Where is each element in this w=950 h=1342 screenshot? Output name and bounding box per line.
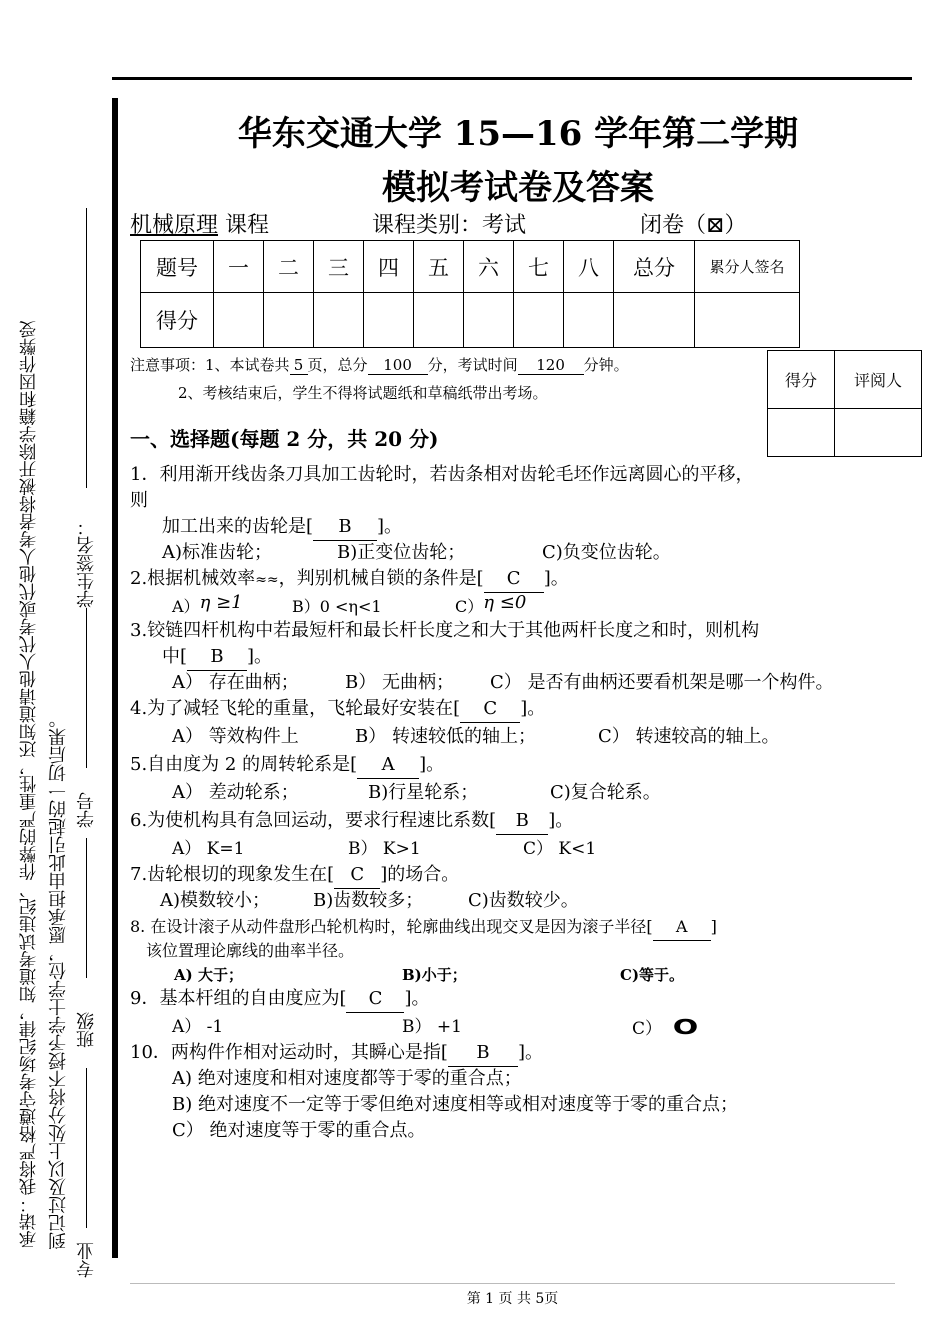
grade-score-label: 得分 [768, 351, 835, 409]
class-label: 班级 [76, 1012, 97, 1048]
signature-label: 学生签名： [76, 518, 97, 608]
option-c: C)负变位齿轮。 [542, 542, 671, 563]
question-6: 6.为使机构具有急回运动，要求行程速比系数[ B ]。 [130, 808, 573, 835]
score-table [140, 240, 800, 348]
score-cell[interactable] [464, 293, 514, 348]
answer-4[interactable]: C [460, 696, 520, 723]
class-field-line[interactable] [86, 838, 87, 978]
major-field-line[interactable] [86, 1068, 87, 1228]
option-a: A） 差动轮系； [172, 782, 299, 803]
score-row-label: 得分 [141, 293, 214, 348]
option-a: A） -1 [172, 1017, 224, 1037]
closed-book-checkbox[interactable]: ⊠ [706, 213, 725, 238]
score-cell[interactable] [695, 293, 800, 348]
option-a: A） K=1 [172, 839, 245, 859]
option-c: C） 转速较高的轴上。 [598, 726, 780, 747]
closed-book-label: 闭卷（ [640, 213, 707, 238]
option-b: B)齿数较多； [313, 890, 424, 911]
question-1-cont: 则 [130, 490, 148, 511]
score-cell[interactable] [314, 293, 364, 348]
score-cell[interactable] [214, 293, 264, 348]
answer-6[interactable]: B [496, 808, 548, 835]
notice-time: 120 [518, 356, 584, 375]
pledge-text-col2: 到记过及以上处分将不授予学士学位，愿承担由此引起的一切后果。 [48, 710, 69, 1250]
option-a: A） 等效构件上 [172, 726, 299, 747]
option-c: C)复合轮系。 [550, 782, 661, 803]
score-header-cell: 题号 [141, 241, 214, 293]
course-suffix: 课程 [218, 213, 270, 238]
course-name: 机械原理 [130, 213, 219, 238]
answer-7[interactable]: C [334, 862, 380, 889]
question-5: 5.自由度为 2 的周转轮系是[ A ]。 [130, 752, 444, 779]
question-8: 8. 在设计滚子从动件盘形凸轮机构时，轮廓曲线出现交叉是因为滚子半径[ A ] [130, 914, 717, 941]
score-header-cell: 六 [464, 241, 514, 293]
notice-pages: 5 [290, 356, 308, 375]
score-header-cell: 总分 [614, 241, 695, 293]
binding-bar [112, 98, 118, 1258]
notice-total: 100 [368, 356, 428, 375]
question-8-cont: 该位置理论廓线的曲率半径。 [146, 941, 355, 960]
answer-9[interactable]: C [346, 986, 404, 1013]
exam-title: 华东交通大学 15—16 学年第二学期 [237, 114, 799, 154]
option-c: C） O [632, 1015, 699, 1039]
score-cell[interactable] [614, 293, 695, 348]
option-c: C） 绝对速度等于零的重合点。 [172, 1120, 426, 1141]
option-a: A)模数较小； [160, 890, 271, 911]
option-a: A） 存在曲柄； [172, 672, 299, 693]
signature-field-line[interactable] [86, 208, 87, 488]
student-id-field-line[interactable] [86, 608, 87, 768]
student-id-label: 学号 [76, 792, 97, 828]
course-category: 课程类别：考试 [372, 213, 527, 238]
answer-10[interactable]: B [448, 1040, 518, 1067]
exam-subtitle: 模拟考试卷及答案 [382, 168, 654, 208]
option-a: A) 绝对速度和相对速度都等于零的重合点； [172, 1068, 522, 1089]
score-header-cell: 八 [564, 241, 614, 293]
question-1-stem: 加工出来的齿轮是[ B ]。 [162, 514, 402, 541]
score-header-cell: 三 [314, 241, 364, 293]
question-10: 10．两构件作相对运动时，其瞬心是指[ B ]。 [130, 1040, 543, 1067]
option-c: C)等于。 [620, 966, 685, 984]
score-cell[interactable] [514, 293, 564, 348]
section-heading: 一、选择题(每题 2 分，共 20 分) [130, 427, 439, 451]
option-b: B） K>1 [348, 839, 421, 859]
score-cell[interactable] [564, 293, 614, 348]
notice-text: 注意事项：1、本试卷共 [130, 356, 290, 374]
option-c: C） K<1 [523, 839, 597, 859]
major-label: 专业 [76, 1242, 97, 1278]
question-4: 4.为了减轻飞轮的重量，飞轮最好安装在[ C ]。 [130, 696, 545, 723]
option-b: B) 绝对速度不一定等于零但绝对速度相等或相对速度等于零的重合点； [172, 1094, 738, 1115]
answer-8[interactable]: A [653, 914, 711, 941]
notice-text: 分钟。 [583, 356, 629, 374]
efficiency-symbol: ≈≈ [255, 572, 279, 588]
footer-rule [130, 1283, 895, 1284]
score-header-cell: 五 [414, 241, 464, 293]
question-list [130, 462, 910, 1152]
header-rule [112, 77, 912, 80]
score-cell[interactable] [264, 293, 314, 348]
option-a: A)标准齿轮； [162, 542, 273, 563]
question-9: 9．基本杆组的自由度应为[ C ]。 [130, 986, 430, 1013]
score-header-cell: 累分人签名 [695, 241, 800, 293]
notice-text: 分，考试时间 [427, 356, 518, 374]
option-b: B)行星轮系； [368, 782, 479, 803]
notice-text: 页，总分 [307, 356, 368, 374]
student-info-fields [72, 88, 102, 1278]
answer-5[interactable]: A [357, 752, 419, 779]
option-b: B）0 <η<1 [292, 597, 382, 616]
score-header-cell: 四 [364, 241, 414, 293]
answer-1[interactable]: B [313, 514, 377, 541]
grade-score-cell[interactable] [768, 409, 835, 457]
notice-line1 [130, 354, 629, 375]
option-b: B)小于； [402, 966, 467, 984]
option-a: A）η ≥1 [172, 592, 243, 616]
score-cell[interactable] [364, 293, 414, 348]
page-number: 第 1 页 共 5页 [466, 1291, 559, 1307]
option-a: A) 大于； [174, 966, 243, 984]
question-7: 7.齿轮根切的现象发生在[ C ]的场合。 [130, 862, 459, 889]
answer-2[interactable]: C [484, 566, 544, 593]
grade-reviewer-label: 评阅人 [835, 351, 922, 409]
close-paren: ） [724, 213, 747, 238]
question-1: 1．利用渐开线齿条刀具加工齿轮时，若齿条相对齿轮毛坯作远离圆心的平移， [130, 464, 754, 485]
option-b: B)正变位齿轮； [337, 542, 466, 563]
option-c: C） 是否有曲柄还要看机架是哪一个构件。 [490, 672, 834, 693]
score-cell[interactable] [414, 293, 464, 348]
option-b: B） 转速较低的轴上； [355, 726, 536, 747]
answer-3[interactable]: B [187, 644, 247, 671]
option-c: C）η ≤0 [455, 592, 527, 616]
score-header-cell: 一 [214, 241, 264, 293]
notice-line2: 2、考核结束后，学生不得将试题纸和草稿纸带出考场。 [178, 384, 548, 402]
grade-box [767, 350, 922, 457]
grade-reviewer-cell[interactable] [835, 409, 922, 457]
score-header-cell: 二 [264, 241, 314, 293]
option-c: C)齿数较少。 [468, 890, 579, 911]
question-2: 2.根据机械效率≈≈，判别机械自锁的条件是[ C ]。 [130, 566, 569, 593]
score-header-cell: 七 [514, 241, 564, 293]
option-b: B） 无曲柄； [345, 672, 454, 693]
zero-symbol: O [673, 1015, 699, 1039]
question-3-cont: 中[ B ]。 [162, 644, 272, 671]
option-b: B） +1 [402, 1017, 462, 1037]
question-3: 3.铰链四杆机构中若最短杆和最长杆长度之和大于其他两杆长度之和时，则机构 [130, 620, 760, 641]
pledge-text-col1: 承诺：我将严格遵守考场纪律，知道考试违纪、作弊的严重性，还知道请他人代考或代他人考者将被开除学籍和因作弊受 [19, 320, 39, 1248]
